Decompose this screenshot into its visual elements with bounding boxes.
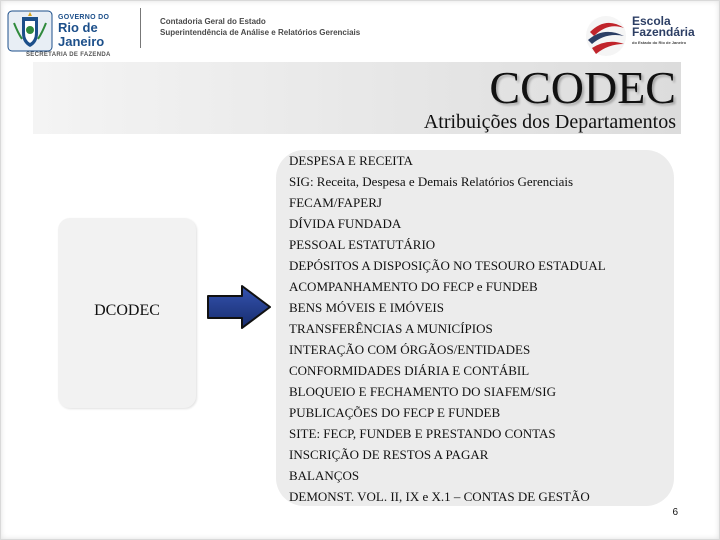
gov-line1: GOVERNO DO bbox=[58, 13, 110, 21]
gov-line2: Rio de Janeiro bbox=[58, 19, 105, 49]
list-item: CONFORMIDADES DIÁRIA E CONTÁBIL bbox=[289, 363, 530, 378]
department-label: DCODEC bbox=[94, 302, 160, 319]
school-logo bbox=[584, 12, 704, 66]
list-item: BLOQUEIO E FECHAMENTO DO SIAFEM/SIG bbox=[289, 384, 556, 399]
coat-of-arms-icon bbox=[6, 9, 54, 53]
list-item: SIG: Receita, Despesa e Demais Relatórios Gerenciais bbox=[289, 174, 574, 189]
gov-department: SECRETARIA DE FAZENDA bbox=[26, 52, 111, 58]
list-item: DEPÓSITOS A DISPOSIÇÃO NO TESOURO ESTADUAL bbox=[289, 258, 606, 273]
page-number: 6 bbox=[672, 507, 678, 518]
list-item: DESPESA E RECEITA bbox=[289, 153, 413, 168]
page-title: CCODEC bbox=[489, 62, 676, 113]
list-item: TRANSFERÊNCIAS A MUNICÍPIOS bbox=[289, 321, 493, 336]
list-item: INSCRIÇÃO DE RESTOS A PAGAR bbox=[289, 447, 489, 462]
school-sub: do Estado do Rio de Janeiro bbox=[632, 40, 687, 45]
right-arrow-icon bbox=[206, 284, 272, 330]
page-subtitle: Atribuições dos Departamentos bbox=[423, 111, 676, 133]
government-logo bbox=[6, 6, 136, 56]
list-item: FECAM/FAPERJ bbox=[289, 195, 382, 210]
org-line2: Superintendência de Análise e Relatórios Gerenciais bbox=[160, 28, 361, 37]
school-name2: Fazendária bbox=[632, 25, 695, 39]
list-item: PESSOAL ESTATUTÁRIO bbox=[289, 237, 436, 252]
list-item: BALANÇOS bbox=[289, 468, 360, 483]
school-swirl-icon bbox=[584, 12, 632, 60]
list-item: DÍVIDA FUNDADA bbox=[289, 216, 402, 231]
list-item: ACOMPANHAMENTO DO FECP e FUNDEB bbox=[289, 279, 538, 294]
attributions-list bbox=[289, 150, 606, 507]
org-line1: Contadoria Geral do Estado bbox=[160, 17, 266, 26]
school-name1: Escola bbox=[632, 14, 671, 28]
header-divider bbox=[140, 8, 141, 48]
list-item: DEMONST. VOL. II, IX e X.1 – CONTAS DE GESTÃO bbox=[289, 489, 590, 504]
list-item: INTERAÇÃO COM ÓRGÃOS/ENTIDADES bbox=[289, 342, 531, 357]
list-item: PUBLICAÇÕES DO FECP E FUNDEB bbox=[289, 405, 501, 420]
list-item: SITE: FECP, FUNDEB E PRESTANDO CONTAS bbox=[289, 426, 556, 441]
organization-text bbox=[160, 16, 360, 38]
list-item: BENS MÓVEIS E IMÓVEIS bbox=[289, 300, 444, 315]
